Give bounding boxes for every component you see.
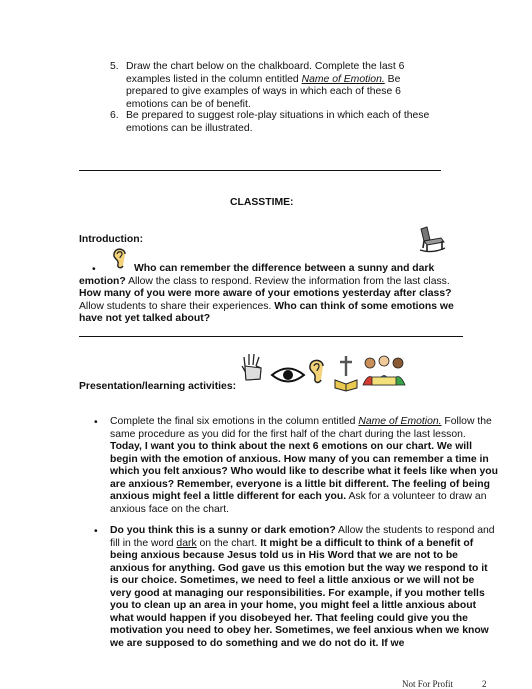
presentation-bullet-1: Complete the final six emotions in the column entitled Name of Emotion. Follow the same procedure as you did for the first half of the chart during the last lesson. Today, I want you to think about the next 6 emotions on our chart. We will begin with the emotion of anxious. How many of you can remember a time in which you felt anxious? Who would like to describe what it feels like when you are anxious? Remember, everyone is a little bit different. The feeling of being anxious might feel a little different for each you. Ask for a volunteer to draw an anxious face on the chart.	[110, 416, 498, 515]
footer-label: Not For Profit	[402, 679, 454, 689]
step-text: Draw the chart below on the chalkboard. Complete the last 6 examples listed in the column entitled Name of Emotion. Be prepared to give examples of ways in which each of these 6 emotions can be of benefit.	[126, 61, 405, 110]
classtime-heading: CLASSTIME:	[230, 197, 294, 208]
step-5	[110, 61, 440, 113]
introduction-heading: Introduction:	[79, 234, 144, 245]
presentation-bullet-2: Do you think this is a sunny or dark emotion? Allow the students to respond and fill in the word dark on the chart. It might be a difficult to think of a benefit of being anxious because Jesus told us in His Word that we are not to be anxious for anything. God gave us this emotion but the way we respond to it is our choice. Sometimes, we need to feel a little anxious or we will not be very good at managing our responsibilities. For example, if you mother tells you to clean up an area in your home, you might feel a little anxious about what would happen if you disobeyed her. That feeling could give you the motivation you need to obey her. Sometimes, we feel anxious when we know we are supposed to do something and we do not do it. If we	[110, 525, 495, 649]
hand-icon	[241, 352, 265, 382]
bullet-marker: •	[94, 417, 98, 428]
intro-bullet: •	[92, 264, 96, 275]
step-text: Be prepared to suggest role-play situations in which each of these emotions can be illustrated.	[126, 110, 430, 134]
page-number: 2	[482, 679, 487, 689]
divider-middle	[79, 336, 463, 337]
children-reading-icon	[360, 355, 408, 391]
divider-top	[79, 170, 441, 171]
presentation-heading: Presentation/learning activities:	[79, 381, 237, 392]
bible-cross-icon	[333, 354, 359, 392]
chair-icon	[417, 226, 447, 254]
step-6	[110, 110, 440, 138]
step-number: 6.	[110, 110, 119, 121]
step-number: 5.	[110, 61, 119, 72]
eye-icon	[270, 366, 306, 384]
bullet-marker: •	[94, 526, 98, 537]
introduction-paragraph: Who can remember the difference between a sunny and dark emotion? Allow the class to respond. Review the information from the last class. How many of you were more aware of your emotions yesterday after class? Allow students to share their experiences. Who can think of some emotions we have not yet talked about?	[79, 263, 454, 324]
ear-icon-2	[307, 357, 327, 385]
